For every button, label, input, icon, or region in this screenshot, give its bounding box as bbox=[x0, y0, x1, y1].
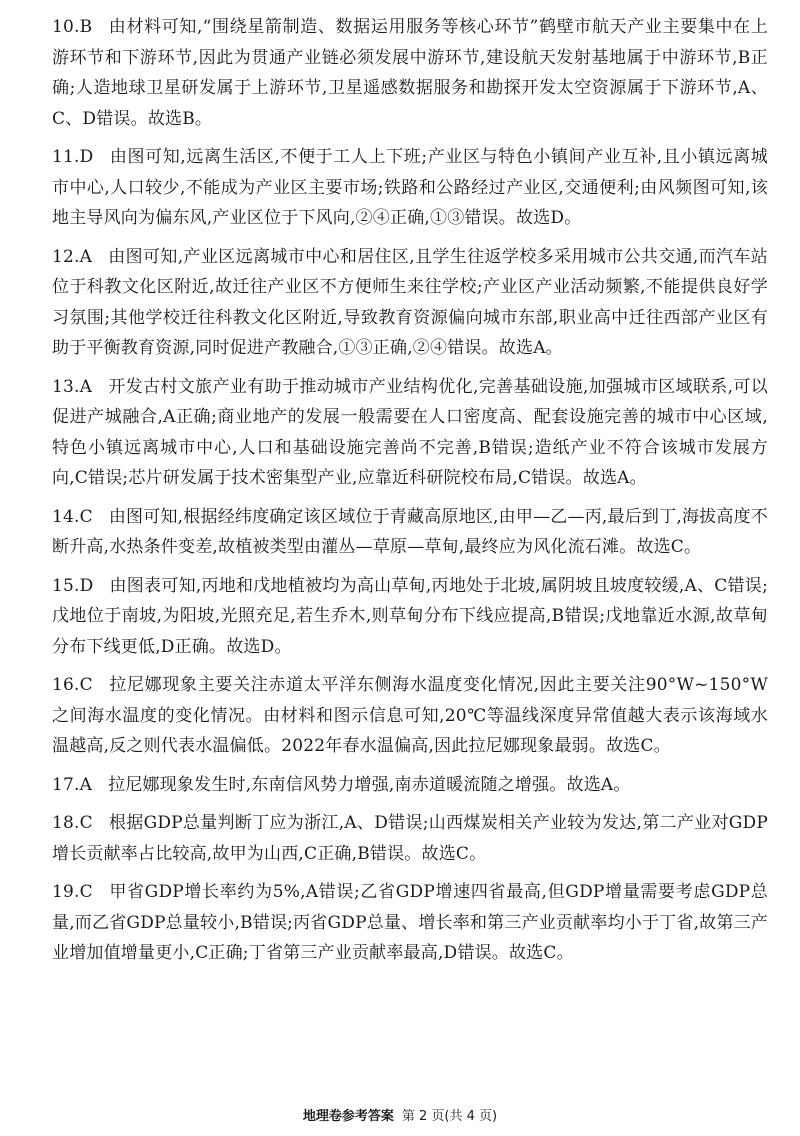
answer-item-11 bbox=[52, 142, 768, 234]
answer-number: 19.C bbox=[52, 882, 93, 902]
answer-item-19 bbox=[52, 877, 768, 969]
answer-explanation: 拉尼娜现象主要关注赤道太平洋东侧海水温度变化情况,因此主要关注90°W~150°W之间海水温度的变化情况。由材料和图示信息可知,20℃等温线深度异常值越大表示该海域水温越高,反之则代表水温偏低。2022年春水温偏高,因此拉尼娜现象最弱。故选C。 bbox=[52, 675, 768, 756]
answer-explanation: 由图可知,根据经纬度确定该区域位于青藏高原地区,由甲—乙—丙,最后到丁,海拔高度不断升高,水热条件变差,故植被类型由灌丛—草原—草甸,最终应为风化流石滩。故选C。 bbox=[52, 506, 768, 557]
answer-explanation: 由图可知,远离生活区,不便于工人上下班;产业区与特色小镇间产业互补,且小镇远离城市中心,人口较少,不能成为产业区主要市场;铁路和公路经过产业区,交通便利;由风频图可知,该地主导风向为偏东风,产业区位于下风向,②④正确,①③错误。故选D。 bbox=[52, 147, 768, 228]
answer-number: 14.C bbox=[52, 506, 93, 527]
answer-item-12 bbox=[52, 242, 768, 364]
answer-number: 12.A bbox=[52, 246, 93, 267]
answer-explanation: 拉尼娜现象发生时,东南信风势力增强,南赤道暖流随之增强。故选A。 bbox=[108, 774, 631, 795]
answer-number: 13.A bbox=[52, 376, 93, 397]
answer-item-15 bbox=[52, 571, 768, 663]
answer-explanation: 甲省GDP增长率约为5%,A错误;乙省GDP增速四省最高,但GDP增量需要考虑GDP总量,而乙省GDP总量较小,B错误;丙省GDP总量、增长率和第三产业贡献率均小于丁省,故第三产业增加值增量更小,C正确;丁省第三产业贡献率最高,D错误。故选C。 bbox=[52, 882, 768, 963]
answer-number: 17.A bbox=[52, 774, 93, 795]
answer-explanation: 由材料可知,“围绕星箭制造、数据运用服务等核心环节”鹤壁市航天产业主要集中在上游环节和下游环节,因此为贯通产业链必须发展中游环节,建设航天发射基地属于中游环节,B正确;人造地球卫星研发属于上游环节,卫星遥感数据服务和勘探开发太空资源属于下游环节,A、C、D错误。故选B。 bbox=[52, 17, 768, 129]
answer-explanation: 由图可知,产业区远离城市中心和居住区,且学生往返学校多采用城市公共交通,而汽车站位于科教文化区附近,故迁往产业区不方便师生来往学校;产业区产业活动频繁,不能提供良好学习氛围;其他学校迁往科教文化区附近,导致教育资源偏向城市东部,职业高中迁往西部产业区有助于平衡教育资源,同时促进产教融合,①③正确,②④错误。故选A。 bbox=[52, 246, 768, 358]
page-footer bbox=[0, 1108, 800, 1126]
answer-number: 11.D bbox=[52, 147, 94, 167]
answer-list bbox=[52, 12, 768, 977]
answer-item-14 bbox=[52, 502, 768, 563]
answer-explanation: 开发古村文旅产业有助于推动城市产业结构优化,完善基础设施,加强城市区域联系,可以促进产城融合,A正确;商业地产的发展一般需要在人口密度高、配套设施完善的城市中心区域,特色小镇远离城市中心,人口和基础设施完善尚不完善,B错误;造纸产业不符合该城市发展方向,C错误;芯片研发属于技术密集型产业,应靠近科研院校布局,C错误。故选A。 bbox=[52, 376, 768, 488]
answer-item-16 bbox=[52, 670, 768, 762]
answer-item-10 bbox=[52, 12, 768, 134]
answer-number: 18.C bbox=[52, 813, 93, 833]
answer-item-18 bbox=[52, 808, 768, 869]
footer-title: 地理卷参考答案 bbox=[302, 1109, 394, 1124]
answer-number: 16.C bbox=[52, 675, 93, 695]
answer-item-17 bbox=[52, 770, 768, 801]
answer-explanation: 根据GDP总量判断丁应为浙江,A、D错误;山西煤炭相关产业较为发达,第二产业对GDP增长贡献率占比较高,故甲为山西,C正确,B错误。故选C。 bbox=[52, 813, 768, 864]
answer-item-13 bbox=[52, 372, 768, 494]
answer-number: 15.D bbox=[52, 575, 94, 596]
answer-number: 10.B bbox=[52, 17, 93, 37]
answer-explanation: 由图表可知,丙地和戊地植被均为高山草甸,丙地处于北坡,属阴坡且坡度较缓,A、C错误;戊地位于南坡,为阳坡,光照充足,若生乔木,则草甸分布下线应提高,B错误;戊地靠近水源,故草甸分布下线更低,D正确。故选D。 bbox=[52, 575, 768, 657]
page-number: 第 2 页(共 4 页) bbox=[401, 1109, 498, 1124]
